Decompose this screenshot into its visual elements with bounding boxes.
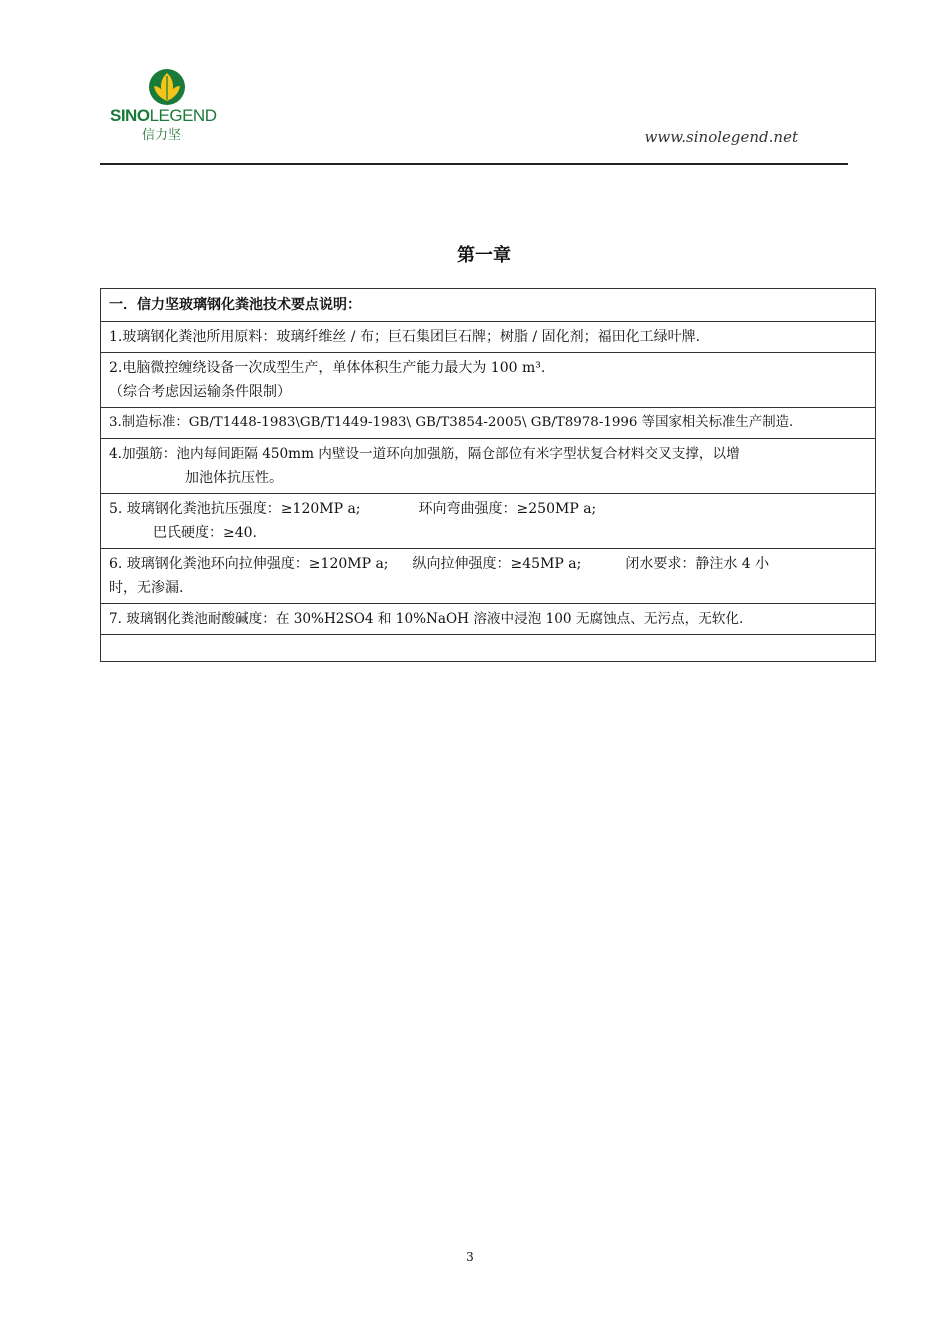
spec-text: 巴氏硬度：≥40. [153,525,257,541]
table-cell [101,604,876,635]
table-row [101,322,876,353]
table-cell [101,635,876,662]
table-row [101,353,876,408]
table-row [101,635,876,662]
spec-text: 6. 玻璃钢化粪池环向拉伸强度：≥120MP a; [109,556,389,572]
table-cell [101,353,876,408]
table-cell [101,408,876,439]
spec-text: 纵向拉伸强度：≥45MP a; [412,556,582,572]
table-row [101,408,876,439]
table-row [101,439,876,494]
spec-text: 1.玻璃钢化粪池所用原料：玻璃纤维丝 / 布；巨石集团巨石牌；树脂 / 固化剂；福田化工绿叶牌. [109,329,701,345]
spec-text: 5. 玻璃钢化粪池抗压强度：≥120MP a; [109,501,361,517]
spec-text: 2.电脑微控缠绕设备一次成型生产，单体体积生产能力最大为 100 m³. [109,360,546,376]
spec-text: 加池体抗压性。 [185,470,283,486]
spec-text: 7. 玻璃钢化粪池耐酸碱度：在 30%H2SO4 和 10%NaOH 溶液中浸泡 100 无腐蚀点、无污点，无软化. [109,611,744,627]
table-row [101,604,876,635]
spec-text: 闭水要求：静注水 4 小 [625,556,770,572]
spec-text: 时，无渗漏. [109,580,184,596]
table-row [101,549,876,604]
table-cell [101,549,876,604]
spec-text: 4.加强筋：池内每间距隔 450mm 内壁设一道环向加强筋，隔仓部位有米字型状复合材料交叉支撑，以增 [109,446,740,462]
chapter-title: 第一章 [457,245,511,266]
table-row [101,494,876,549]
spec-text: 环向弯曲强度：≥250MP a; [418,501,597,517]
spec-text: 3.制造标准：GB/T1448-1983\GB/T1449-1983\ GB/T3854-2005\ GB/T8978-1996 等国家相关标准生产制造. [109,415,794,430]
logo-wordmark: SINOLEGEND [110,106,217,125]
table-cell [101,439,876,494]
table-cell [101,322,876,353]
spec-table [100,288,876,662]
company-logo [108,68,230,144]
table-heading: 一．信力坚玻璃钢化粪池技术要点说明： [101,289,876,322]
website-url: www.sinolegend.net [644,128,798,146]
page-number: 3 [466,1250,474,1264]
leaf-emblem-icon [148,68,186,106]
logo-chinese-name: 信力坚 [142,128,182,143]
table-row [101,289,876,322]
header-divider [100,163,848,165]
spec-text: （综合考虑因运输条件限制） [109,384,291,400]
table-cell [101,494,876,549]
